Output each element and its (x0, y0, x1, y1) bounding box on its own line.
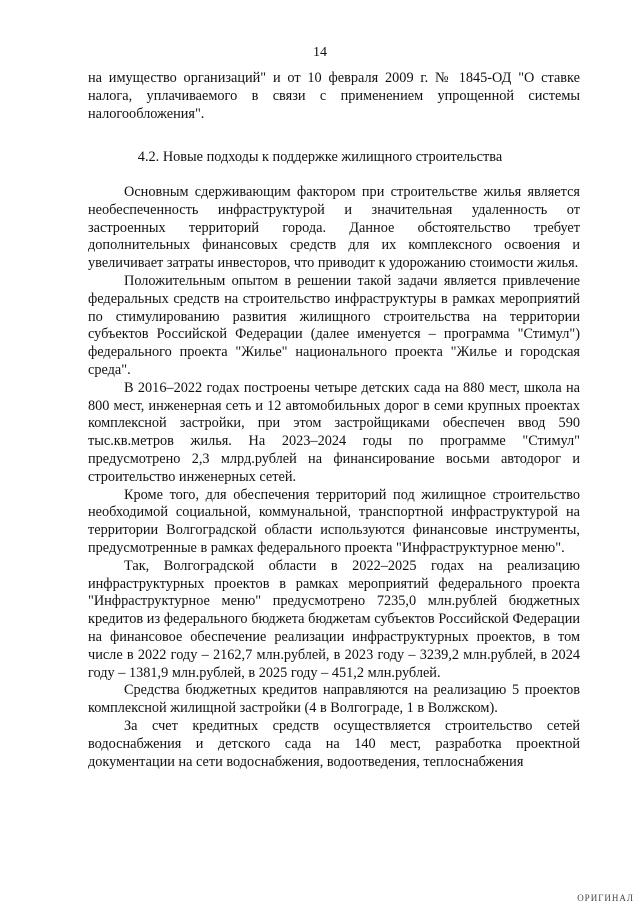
paragraph-budget-credits: Так, Волгоградской области в 2022–2025 годах на реализацию инфраструктурных проектов в рамках мероприятий федерального проекта "Инфраструктурное меню" предусмотрено 7235,0 млн.рублей бюджетных кредитов из федерального бюджета бюджетам субъектов Российской Федерации на финансовое обеспечение реализации инфраструктурных проектов, в том числе в 2022 году – 2162,7 млн.рублей, в 2023 году – 3239,2 млн.рублей, в 2024 году – 1381,9 млн.рублей, в 2025 году – 451,2 млн.рублей. (88, 557, 580, 681)
paragraph-construction-results: В 2016–2022 годах построены четыре детских сада на 880 мест, школа на 800 мест, инженерная сеть и 12 автомобильных дорог в семи крупных проектах комплексной застройки, при этом застройщиками обеспечен ввод 590 тыс.кв.метров жилья. На 2023–2024 годы по программе "Стимул" предусмотрено 2,3 млрд.рублей на финансирование восьми автодорог и строительство инженерных сетей. (88, 379, 580, 485)
edge-mark: ОРИГИНАЛ (577, 893, 634, 903)
paragraph-financial-instruments: Кроме того, для обеспечения территорий под жилищное строительство необходимой социальной, коммунальной, транспортной инфраструктурой на территории Волгоградской области используются финансовые инструменты, предусмотренные в рамках федерального проекта "Инфраструктурное меню". (88, 486, 580, 556)
continuation-block (88, 70, 580, 123)
section-heading: 4.2. Новые подходы к поддержке жилищного строительства (137, 149, 503, 165)
paragraph-infrastructure-problem: Основным сдерживающим фактором при строительстве жилья является необеспеченность инфраструктурой и значительная удаленность от застроенных территорий города. Данное обстоятельство требует дополнительных финансовых средств для их комплексного освоения и увеличивает затраты инвесторов, что приводит к удорожанию стоимости жилья. (88, 184, 580, 272)
continuation-paragraph: на имущество организаций" и от 10 февраля 2009 г. № 1845-ОД "О ставке налога, уплачиваемого в связи с применением упрощенной системы налогообложения". (88, 70, 580, 122)
paragraph-credit-allocation: Средства бюджетных кредитов направляются на реализацию 5 проектов комплексной жилищной застройки (4 в Волгограде, 1 в Волжском). (88, 682, 580, 717)
body-text (88, 184, 580, 771)
page-number: 14 (313, 45, 327, 60)
paragraph-federal-funds: Положительным опытом в решении такой задачи является привлечение федеральных средств на строительство инфраструктуры в рамках мероприятий по стимулированию развития жилищного строительства на территории субъектов Российской Федерации (далее именуется – программа "Стимул") федерального проекта "Жилье" национального проекта "Жилье и городская среда". (88, 272, 580, 378)
paragraph-credit-usage: За счет кредитных средств осуществляется строительство сетей водоснабжения и детского сада на 140 мест, разработка проектной документации на сети водоснабжения, водоотведения, теплоснабжения (88, 717, 580, 770)
